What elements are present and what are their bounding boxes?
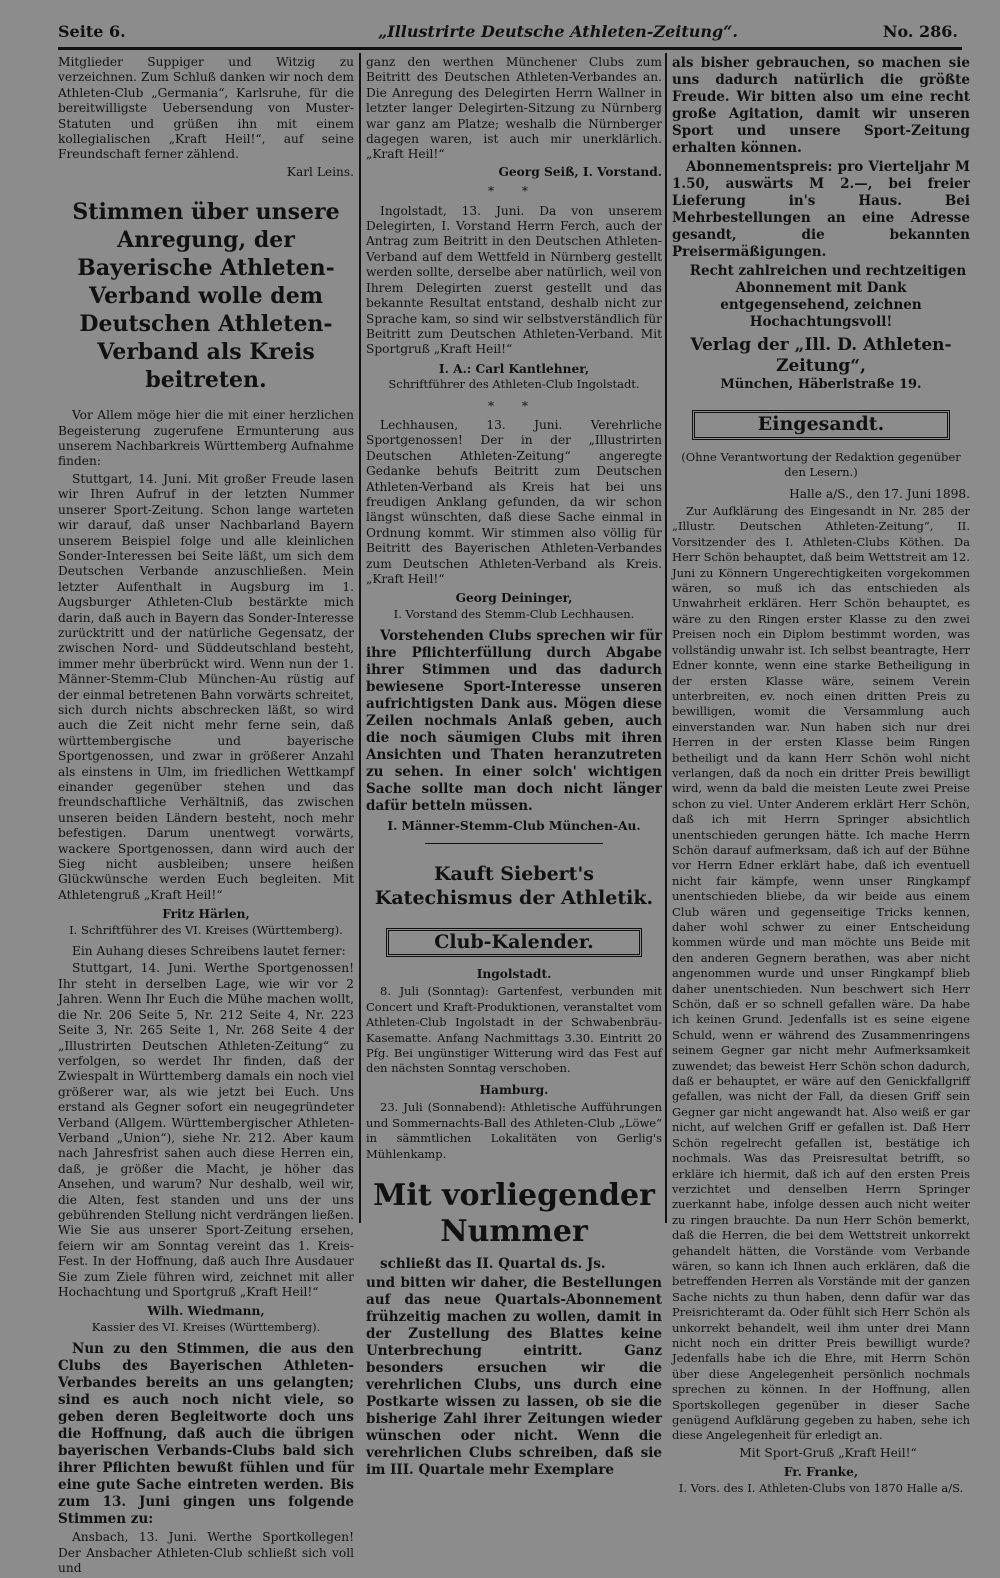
paragraph: Vorstehenden Clubs sprechen wir für ihre Pflichterfüllung durch Abgabe ihrer Stimmen und das dadurch bewiesene Sport-Interesse unseren aufrichtigsten Dank aus. Mögen diese Zeilen nochmals Anlaß geben, auch die noch säumigen Clubs mit ihren Ansichten und Thaten heranzutreten zu sehen. In einer solch' wichtigen Sache sollte man doch nicht länger dafür betteln müssen.	[366, 628, 662, 815]
calendar-entry: 8. Juli (Sonntag): Gartenfest, verbunden mit Concert und Kraft-Produktionen, veranstaltet vom Athleten-Club Ingolstadt in der Schwabenbräu-Kasematte. Anfang Nachmittags 3.30. Eintritt 20 Pfg. Bei ungünstiger Witterung wird das Fest auf den nächsten Sonntag verschoben.	[366, 984, 662, 1076]
signature-title: I. Vors. des I. Athleten-Clubs von 1870 Halle a/S.	[678, 1480, 964, 1495]
signature: Fr. Franke,	[783, 1465, 859, 1480]
eingesandt-title: Eingesandt.	[692, 410, 950, 439]
intro-signature: Karl Leins.	[286, 164, 354, 179]
signature-title: I. Vorstand des Stemm-Club Lechhausen.	[393, 606, 635, 621]
publisher-name: Verlag der „Ill. D. Athleten-Zeitung“,	[690, 335, 952, 376]
letter-halle: Zur Aufklärung des Eingesandt in Nr. 285 der „Illustr. Deutschen Athleten-Zeitung“, II. Vorsitzender des I. Athleten-Clubs Köthen. Da Herr Schön behauptet, daß beim Wettstreit am 12. Juni zu Könnern Ungerechtigkeiten vorgekommen wären, so muß ich das entschieden als Unwahrheit erklären. Herr Schön behauptet, es wäre zu den Ringen erster Klasse zu den zwei Preisen noch ein Diplom bestimmt worden, was vollständig unwahr ist. Ich selbst beantragte, Herr Edner konnte, wenn eine starke Betheiligung in der ersten Klasse wäre, seinem Verein unterbreiten, ev. noch einen dritten Preis zu bewilligen, womit die Versammlung auch einverstanden war. Nun haben sich nur drei Herren in der ersten Klasse beim Ringen betheiligt und da kann Herr Schön wohl nicht verlangen, daß da noch ein dritter Preis bewilligt wird, wenn da bald die meisten Leute zwei Preise schon zu viel. Unter Anderem erklärt Herr Schön, daß ich mit Herrn Springer absichtlich unentschieden gerungen hätte. Ich mache Herrn Schön darauf aufmerksam, daß ich auf der Bühne vor Herrn Edner erklärt habe, daß ich eventuell nicht fair kämpfe, wenn unser Ringkampf unentschieden bliebe, da wir beide aus einem Club wären und gegenseitige Tricks kennen, daher wohl schwer zu einer Entscheidung kommen würde und man möchte uns Beide mit den anderen Gegnern berathen, was aber nicht angenommen wurde und unser Ringkampf blieb daher unentschieden. Nun beschwert sich Herr Schön, daß er so schnell gefallen wäre. Da habe ich keinen Grund. Jedenfalls ist es seine eigene Schuld, wenn er während des Zusammenringens seinem Gegner gar nicht mehr Aufmerksamkeit zuwendet; das beweist Herr Schön schon dadurch, daß er behauptet, er wäre auf den Genickfallgriff gefallen, was nicht der Fall, da diesen Griff sein Gegner gar nicht angewandt hat. Also weiß er gar nicht, auf welchen Griff er gefallen ist. Daß Herr Schön regelrecht gefallen ist, bestätige ich nochmals. Was das Preisresultat betrifft, so erkläre ich hiermit, daß ich auf den ersten Preis verzichtet und denselben Herrn Springer zuerkannt habe, infolge dessen auch nicht weiter zu ringen brauchte. Da nun Herr Schön bemerkt, daß die Herren, die bei dem Wettstreit unkorrekt gehandelt hätten, die Vorstände vom Verbande wären, so kann ich Ihnen auch erklären, daß die betreffenden Herren als Vorstände mit der ganzen Sache nichts zu thun haben, denn dafür war das Preisrichteramt da. Oder fühlt sich Herr Schön als unkorrekt behandelt, weil ihm unter drei Mann nicht noch ein dritter Preis bewilligt wurde? Jedenfalls habe ich die Ehre, mit Herrn Schön über diese Angelegenheit persönlich nochmals sprechen zu können. In der Hoffnung, allen Sportskollegen gegenüber in dieser Sache genügend Aufklärung gegeben zu haben, sehe ich diese Angelegenheit für erledigt an.	[672, 504, 970, 1443]
letter-stuttgart-1: Stuttgart, 14. Juni. Mit großer Freude lasen wir Ihren Aufruf in der letzten Nummer unserer Sport-Zeitung. Schon lange warteten wir darauf, daß unser Nachbarland Bayern unserem Beispiel folge und alle kleinlichen Sonder-Interessen bei Seite läßt, um sich dem Deutschen Verbande anzuschließen. Mein letzter Aufenthalt in Augsburg im 1. Augsburger Athleten-Club bestärkte mich darin, daß auch in Bayern das Sonder-Interesse zurücktritt und der natürliche Gegensatz, der zwischen Nord- und Süddeutschland besteht, immer mehr überbrückt wird. Wenn nun der 1. Männer-Stemm-Club München-Au rüstig auf der einmal betretenen Bahn vorwärts schreitet, sich durch nichts abschrecken läßt, so wird auch die Zeit nicht mehr ferne sein, daß württembergische und bayerische Sportgenossen, und zwar in größerer Anzahl als einstens in Ulm, im friedlichen Wettkampf einander gegenüber stehen und das freundschaftliche Verhältniß, das zwischen unseren beiden Ländern besteht, noch mehr befestigen. Darum unentwegt vorwärts, wackere Sportgenossen, dann wird auch der Sieg nicht ausbleiben; unsere heißen Glückwünsche werden Euch begleiten. Mit Athletengruß „Kraft Heil!“	[58, 471, 354, 902]
page-number: Seite 6.	[58, 22, 126, 41]
paragraph: Recht zahlreichen und rechtzeitigen Abonnement mit Dank entgegensehend, zeichnen Hochachtungsvoll!	[689, 263, 967, 330]
publisher-address: München, Häberlstraße 19.	[720, 377, 922, 392]
letter-lechhausen: Lechhausen, 13. Juni. Verehrliche Sportgenossen! Der in der „Illustrirten Deutschen Athleten-Zeitung“ angeregte Gedanke behufs Beitritt zum Deutschen Athleten-Verband als Kreis hat bei uns freudigen Anklang gefunden, da wir schon längst wünschten, daß diese Sache einmal in Ordnung kommt. Wir stimmen also völlig für Beitritt des Bayerischen Athleten-Verbandes zum Deutschen Athleten-Verband als Kreis. „Kraft Heil!“	[366, 417, 662, 586]
signature-title: Schriftführer des Athleten-Club Ingolstadt.	[388, 377, 640, 392]
paragraph: ganz den werthen Münchener Clubs zum Beitritt des Deutschen Athleten-Verbandes an. Die Anregung des Delegirten Herrn Wallner in letzter langer Delegirten-Sitzung zu Nürnberg war ganz am Platze; weshalb die Nürnberger dagegen waren, ist auch mir unerklärlich. „Kraft Heil!“	[366, 55, 662, 162]
calendar-place: Ingolstadt.	[476, 967, 552, 982]
column-2	[366, 55, 662, 1481]
issue-number: No. 286.	[882, 22, 958, 41]
intro-paragraph: Mitglieder Suppiger und Witzig zu verzeichnen. Zum Schluß danken wir noch dem Athleten-Club „Germania“, Karlsruhe, für die bereitwilligste Uebersendung von Muster-Statuten und grüßen ihn mit einem kollegialischen „Kraft Heil!“, auf seine Freundschaft ferner zählend.	[58, 55, 354, 162]
signature: I. Männer-Stemm-Club München-Au.	[387, 819, 641, 834]
signature: Georg Deininger,	[455, 591, 573, 606]
paragraph: als bisher gebrauchen, so machen sie uns dadurch natürlich die größte Freude. Wir bitten also um eine recht große Agitation, damit wir unseren Sport und unsere Sport-Zeitung erhalten können.	[672, 55, 970, 156]
notice-subheadline: schließt das II. Quartal ds. Js.	[380, 1255, 606, 1272]
article-headline: Stimmen über unsere Anregung, der Bayerische Athleten-Verband wolle dem Deutschen Athleten-Verband als Kreis beitreten.	[72, 199, 340, 394]
signature-title: I. Schriftführer des VI. Kreises (Württemberg).	[69, 922, 343, 937]
paragraph: Ein Auhang dieses Schreibens lautet ferner:	[72, 944, 346, 959]
column-1	[58, 55, 354, 1578]
paragraph: und bitten wir daher, die Bestellungen auf das neue Quartals-Abonnement frühzeitig machen zu wollen, damit in der Zustellung des Blattes keine Unterbrechung eintritt. Ganz besonders ersuchen wir die verehrlichen Clubs, uns durch eine Postkarte wissen zu lassen, ob sie die bisherige Zahl ihrer Zeitungen wieder wünschen oder nicht. Wenn die verehrlichen Clubs schreiben, daß sie im III. Quartale mehr Exemplare	[366, 1274, 662, 1478]
subscription-price: Abonnementspreis: pro Vierteljahr M 1.50, auswärts M 2.—, bei freier Lieferung in's Haus. Bei Mehrbestellungen an eine Adresse gesandt, die bekannten Preisermäßigungen.	[672, 159, 970, 260]
letter-stuttgart-2: Stuttgart, 14. Juni. Werthe Sportgenossen! Ihr steht in derselben Lage, wie wir vor 2 Jahren. Wenn Ihr Euch die Mühe machen wollt, die Nr. 206 Seite 5, Nr. 212 Seite 4, Nr. 223 Seite 3, Nr. 265 Seite 1, Nr. 268 Seite 4 der „Illustrirten Deutschen Athleten-Zeitung“ zu verfolgen, so werdet Ihr finden, daß der Zwiespalt in Württemberg damals ein noch viel größerer war, als wie jetzt bei Euch. Uns erstand als Gegner sofort ein neugegründeter Verband (Allgem. Württembergischer Athleten-Verband „Union“), siehe Nr. 212. Aber kaum nach Jahresfrist sahen auch diese Herren ein, daß, je größer die Macht, je höher das Ansehen, und warum? Nur deshalb, weil wir, die Alten, fest standen und uns der uns gebührenden Stellung nicht verdrängen ließen. Wie Sie aus unserer Sport-Zeitung ersehen, feiern wir am Sonntag vereint das 1. Kreis-Fest. In der Hoffnung, daß auch Ihre Ausdauer Sie zum Ziele führen wird, zeichnet mit aller Hochachtung und Sportgruß „Kraft Heil!“	[58, 961, 354, 1299]
signature: Georg Seiß, I. Vorstand.	[498, 164, 662, 179]
signature-title: Kassier des VI. Kreises (Württemberg).	[91, 1319, 321, 1334]
signature: Wilh. Wiedmann,	[147, 1304, 265, 1319]
running-head	[58, 22, 958, 44]
calendar-place: Hamburg.	[479, 1082, 549, 1097]
separator-stars: * *	[487, 398, 541, 413]
calendar-entry: 23. Juli (Sonnabend): Athletische Aufführungen und Sommernachts-Ball des Athleten-Club „Löwe“ in sämmtlichen Lokalitäten von Gerlig's Mühlenkamp.	[366, 1100, 662, 1161]
paragraph: Vor Allem möge hier die mit einer herzlichen Begeisterung zugerufene Ermunterung aus unserem Nachbarkreis Württemberg Aufnahme finden:	[58, 408, 354, 469]
newspaper-title: „Illustrirte Deutsche Athleten-Zeitung“.	[378, 22, 738, 41]
column-3	[672, 55, 970, 1502]
signature: I. A.: Carl Kantlehner,	[438, 361, 590, 376]
notice-headline: Mit vorliegender Nummer	[373, 1177, 655, 1249]
letter-ansbach: Ansbach, 13. Juni. Werthe Sportkollegen! Der Ansbacher Athleten-Club schließt sich voll und	[58, 1530, 354, 1576]
signature: Fritz Härlen,	[162, 907, 250, 922]
closing: Mit Sport-Gruß „Kraft Heil!“	[739, 1445, 917, 1460]
letter-ingolstadt: Ingolstadt, 13. Juni. Da von unserem Delegirten, I. Vorstand Herrn Ferch, auch der Antrag zum Beitritt in den Deutschen Athleten-Verband auf dem Wettfeld in Nürnberg gestellt werden sollte, derselbe aber natürlich, weil von Ihrem Delegirten zuerst gestellt und das bekannte Resultat entstand, deshalb nicht zur Sprache kam, so sind wir selbstverständlich für Beitritt zum Deutschen Athleten-Verband. Mit Sportgruß „Kraft Heil!“	[366, 203, 662, 357]
dateline: Halle a/S., den 17. Juni 1898.	[789, 486, 970, 501]
divider	[425, 843, 603, 844]
disclaimer: (Ohne Verantwortung der Redaktion gegenüber den Lesern.)	[681, 449, 961, 480]
paragraph: Nun zu den Stimmen, die aus den Clubs des Bayerischen Athleten-Verbandes bereits an uns gelangten; sind es auch noch nicht viele, so geben deren Begleitworte doch uns die Hoffnung, daß auch die übrigen bayerischen Verbands-Clubs bald sich ihrer Pflichten bewußt fühlen und für eine gute Sache eintreten werden. Bis zum 13. Juni gingen uns folgende Stimmen zu:	[58, 1341, 354, 1528]
advertisement: Kauft Siebert's Katechismus der Athletik.	[374, 862, 654, 909]
header-rule	[58, 47, 962, 50]
column-divider	[359, 53, 361, 1223]
column-divider	[665, 53, 667, 1223]
club-calendar-title: Club-Kalender.	[386, 928, 642, 957]
separator-stars: * *	[487, 184, 541, 199]
